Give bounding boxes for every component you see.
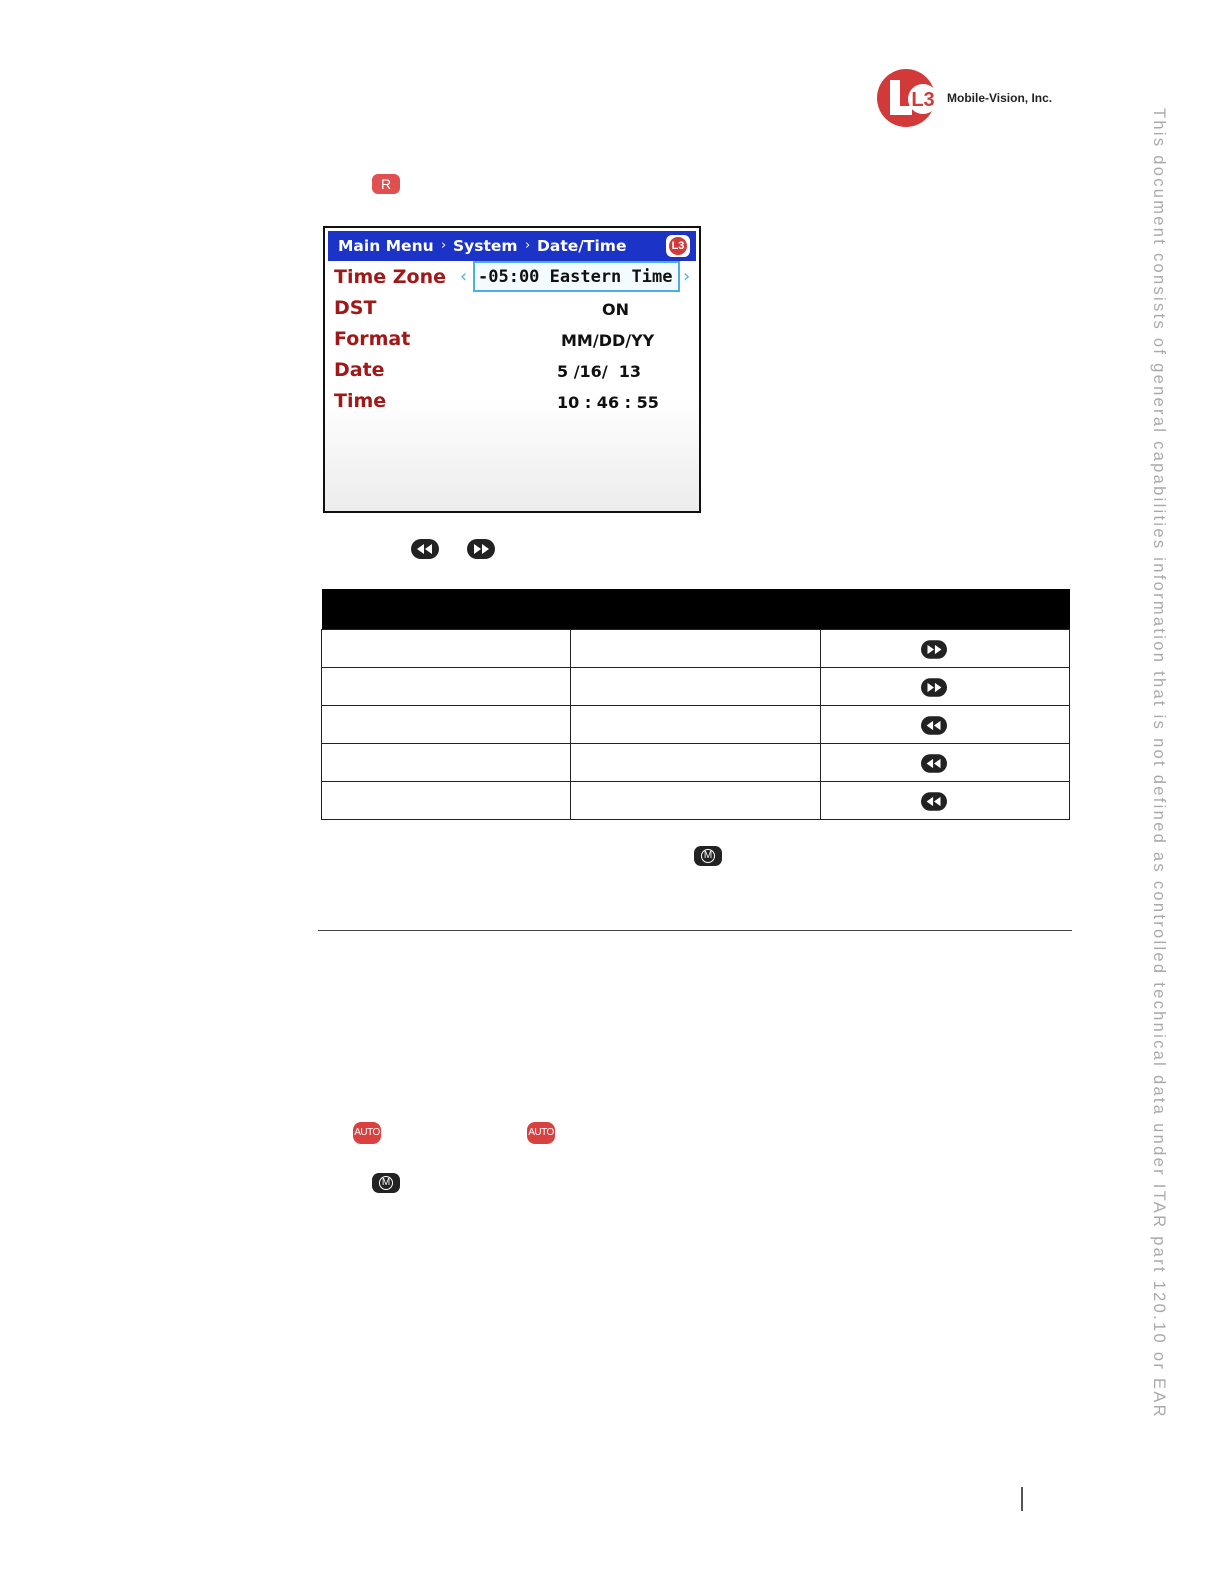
screen-breadcrumb <box>328 231 696 261</box>
export-control-note: This document consists of general capabilities information that is not defined as controlled technical data under ITAR part 120.10 or EAR <box>1150 108 1168 1419</box>
fast-forward-button-icon <box>467 539 495 559</box>
chevron-right-icon: › <box>683 266 691 287</box>
l3-logo-icon <box>876 68 938 128</box>
breadcrumb-separator: › <box>525 238 531 253</box>
date-time-screen <box>323 226 701 513</box>
chevron-left-icon: ‹ <box>460 266 468 287</box>
table-row <box>322 706 1070 744</box>
time-label: Time <box>334 390 387 412</box>
format-label: Format <box>334 328 411 350</box>
auto-button-icon: AUTO <box>353 1122 381 1144</box>
dst-label: DST <box>334 297 377 319</box>
menu-button-icon: M <box>694 846 722 866</box>
table-row <box>322 630 1070 668</box>
breadcrumb-system: System <box>453 237 518 255</box>
dst-value: ON <box>602 300 629 319</box>
rewind-button-icon <box>921 754 947 773</box>
logo-text: Mobile-Vision, Inc. <box>947 91 1053 105</box>
logo-mark-text: L3 <box>911 89 935 111</box>
format-value: MM/DD/YY <box>561 331 655 350</box>
breadcrumb-main-menu: Main Menu <box>338 237 434 255</box>
date-label: Date <box>334 359 385 381</box>
time-zone-field[interactable] <box>473 261 680 292</box>
breadcrumb-separator: › <box>441 238 447 253</box>
company-logo <box>876 68 1076 130</box>
record-button-icon: R <box>372 174 400 194</box>
breadcrumb-date-time: Date/Time <box>537 237 627 255</box>
table-row <box>322 668 1070 706</box>
fast-forward-button-icon <box>921 640 947 659</box>
fast-forward-button-icon <box>921 678 947 697</box>
date-value: 5 /16/ 13 <box>557 362 642 381</box>
rewind-button-icon <box>921 716 947 735</box>
l3-logo-icon: L3 <box>666 235 690 257</box>
time-zone-value: -05:00 Eastern Time <box>478 267 673 287</box>
menu-button-icon: M <box>372 1173 400 1193</box>
section-divider <box>318 930 1072 931</box>
rewind-button-icon <box>921 792 947 811</box>
rewind-button-icon <box>411 539 439 559</box>
table-row <box>322 744 1070 782</box>
table-header-row <box>322 589 1070 630</box>
page-number-divider <box>1021 1487 1023 1511</box>
table-row <box>322 782 1070 820</box>
time-zone-label: Time Zone <box>334 266 447 288</box>
navigation-table <box>321 589 1070 820</box>
auto-button-icon: AUTO <box>527 1122 555 1144</box>
time-value: 10 : 46 : 55 <box>557 393 659 412</box>
